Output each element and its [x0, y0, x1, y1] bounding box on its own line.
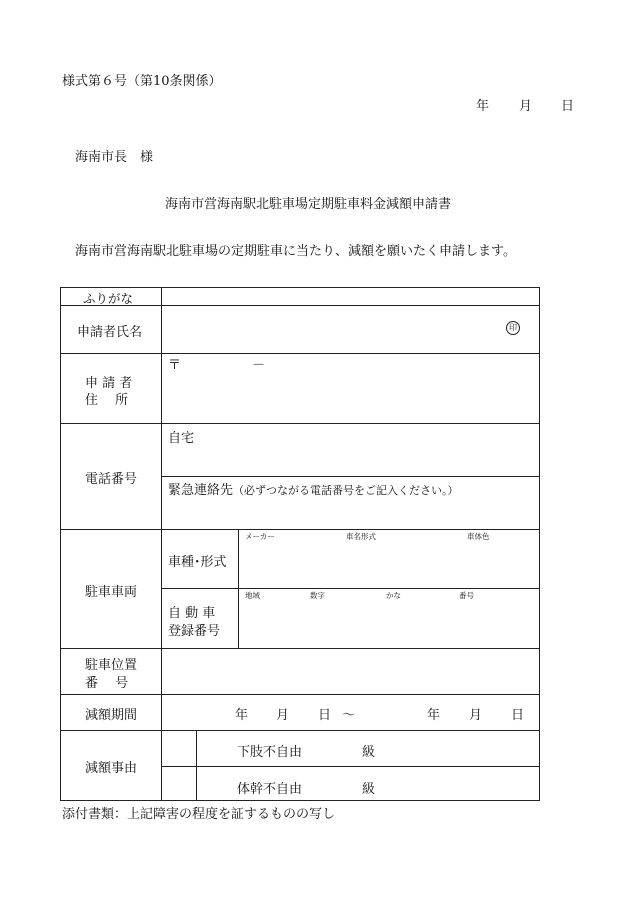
period-end-day: 日 — [511, 708, 525, 723]
position-label-line2: 番 号 — [85, 676, 129, 691]
digits-label: 数字 — [310, 591, 325, 600]
reason-2-label: 体幹不自由 — [237, 782, 303, 797]
intro-text: 海南市営海南駅北駐車場の定期駐車に当たり、減額を願いたく申請します。 — [75, 244, 516, 259]
name-label: 申請者氏名 — [77, 325, 143, 340]
attachment-note: 添付書類：上記障害の程度を証するものの写し — [62, 807, 336, 822]
reason-2-grade: 級 — [362, 782, 376, 797]
phone-label: 電話番号 — [85, 472, 138, 487]
furigana-field[interactable] — [162, 288, 538, 304]
emergency-label-text: 緊急連絡先 — [168, 483, 234, 498]
period-tilde: ～ — [342, 708, 356, 723]
emergency-phone-field[interactable] — [162, 497, 538, 528]
vehicle-model-field[interactable] — [239, 542, 538, 587]
reason-label: 減額事由 — [85, 761, 138, 776]
registration-label-line1: 自 動 車 — [168, 606, 216, 621]
kana-label: かな — [386, 591, 401, 600]
reason-2-checkbox[interactable] — [162, 767, 195, 799]
date-day: 日 — [561, 99, 575, 114]
emergency-note: （必ずつながる電話番号をご記入ください。） — [233, 484, 459, 497]
postal-mark: 〒 — [168, 358, 182, 373]
home-phone-field[interactable] — [162, 444, 538, 475]
form-number: 様式第６号（第10条関係） — [62, 74, 222, 89]
number-label: 番号 — [459, 591, 474, 600]
period-start-year: 年 — [235, 708, 249, 723]
model-label: 車種･形式 — [168, 555, 227, 570]
reason-1-grade: 級 — [362, 745, 376, 760]
emergency-contact-label — [168, 479, 459, 498]
period-end-month: 月 — [469, 708, 483, 723]
reason-1-label: 下肢不自由 — [237, 745, 303, 760]
position-label-line1: 駐車位置 — [85, 658, 138, 673]
addressee: 海南市長 様 — [75, 150, 154, 165]
address-field[interactable] — [162, 370, 538, 422]
period-start-month: 月 — [276, 708, 290, 723]
color-label: 車体色 — [467, 532, 490, 541]
vehicle-label: 駐車車両 — [85, 585, 138, 600]
period-start-day: 日 — [318, 708, 332, 723]
parking-position-field[interactable] — [162, 649, 538, 693]
address-label-line2: 住 所 — [85, 393, 129, 408]
registration-number-field[interactable] — [239, 601, 538, 647]
model-name-label: 車名形式 — [346, 532, 376, 541]
page-title: 海南市営海南駅北駐車場定期駐車料金減額申請書 — [165, 197, 452, 212]
postal-dash: － — [252, 358, 266, 373]
period-label: 減額期間 — [85, 708, 138, 723]
address-label-line1: 申 請 者 — [85, 376, 133, 391]
maker-label: メーカー — [245, 532, 275, 541]
home-phone-label: 自宅 — [168, 431, 195, 446]
reason-1-checkbox[interactable] — [162, 731, 195, 765]
region-label: 地域 — [245, 591, 260, 600]
furigana-label: ふりがな — [83, 291, 134, 306]
name-field[interactable] — [162, 306, 502, 352]
seal-mark: 印 — [506, 321, 520, 335]
period-end-year: 年 — [427, 708, 441, 723]
date-month: 月 — [519, 99, 533, 114]
date-year: 年 — [476, 99, 490, 114]
registration-label-line2: 登録番号 — [168, 624, 221, 639]
